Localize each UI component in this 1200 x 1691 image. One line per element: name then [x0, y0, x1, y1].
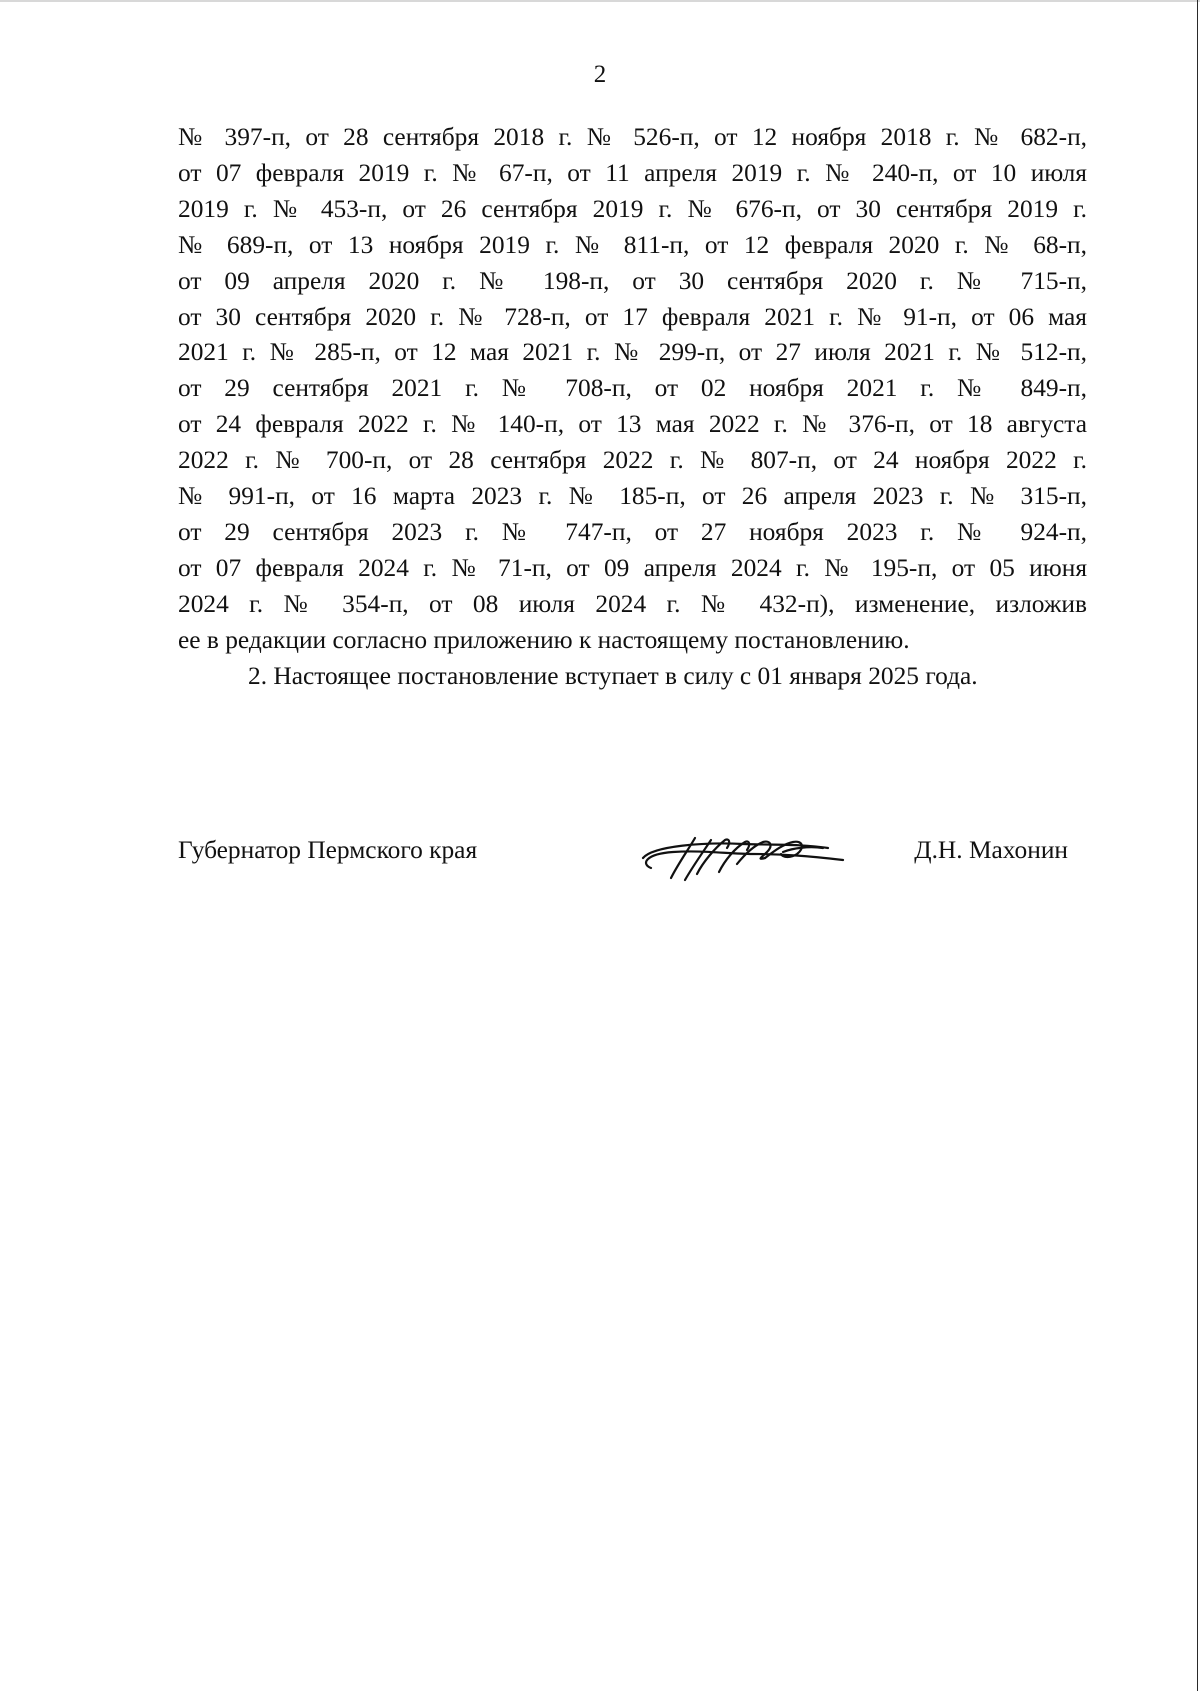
text-line: 2019 г. № 453-п, от 26 сентября 2019 г. № 676-п, от 30 сентября 2019 г.: [178, 194, 1087, 223]
text-line: от 29 сентября 2023 г. № 747-п, от 27 ноября 2023 г. № 924-п,: [178, 517, 1087, 546]
text-line: от 07 февраля 2024 г. № 71-п, от 09 апреля 2024 г. № 195-п, от 05 июня: [178, 553, 1087, 582]
paragraph-effective-date: 2. Настоящее постановление вступает в силу с 01 января 2025 года.: [248, 661, 978, 690]
handwritten-signature: [633, 824, 853, 886]
page-number: 2: [593, 61, 607, 88]
text-line: 2024 г. № 354-п, от 08 июля 2024 г. № 432-п), изменение, изложив: [178, 589, 1087, 618]
text-line: 2021 г. № 285-п, от 12 мая 2021 г. № 299-п, от 27 июля 2021 г. № 512-п,: [178, 338, 1087, 367]
signature-block: [178, 832, 1068, 892]
text-line: от 29 сентября 2021 г. № 708-п, от 02 ноября 2021 г. № 849-п,: [178, 374, 1087, 403]
body-text: [178, 120, 1087, 695]
text-line: № 991-п, от 16 марта 2023 г. № 185-п, от 26 апреля 2023 г. № 315-п,: [178, 482, 1087, 511]
scan-edge-top: [0, 0, 1200, 2]
text-line: № 689-п, от 13 ноября 2019 г. № 811-п, от 12 февраля 2020 г. № 68-п,: [178, 230, 1087, 259]
text-line: 2022 г. № 700-п, от 28 сентября 2022 г. № 807-п, от 24 ноября 2022 г.: [178, 446, 1087, 475]
scan-edge-right: [1197, 0, 1198, 1691]
signer-title: Губернатор Пермского края: [178, 836, 478, 864]
text-line: от 09 апреля 2020 г. № 198-п, от 30 сентября 2020 г. № 715-п,: [178, 266, 1087, 295]
text-line: от 30 сентября 2020 г. № 728-п, от 17 февраля 2021 г. № 91-п, от 06 мая: [178, 302, 1087, 331]
text-line: от 07 февраля 2019 г. № 67-п, от 11 апреля 2019 г. № 240-п, от 10 июля: [178, 158, 1087, 187]
text-line: № 397-п, от 28 сентября 2018 г. № 526-п, от 12 ноября 2018 г. № 682-п,: [178, 123, 1087, 151]
signer-name: Д.Н. Махонин: [914, 836, 1068, 864]
text-line: от 24 февраля 2022 г. № 140-п, от 13 мая 2022 г. № 376-п, от 18 августа: [178, 410, 1087, 439]
text-line: ее в редакции согласно приложению к настоящему постановлению.: [178, 625, 910, 654]
